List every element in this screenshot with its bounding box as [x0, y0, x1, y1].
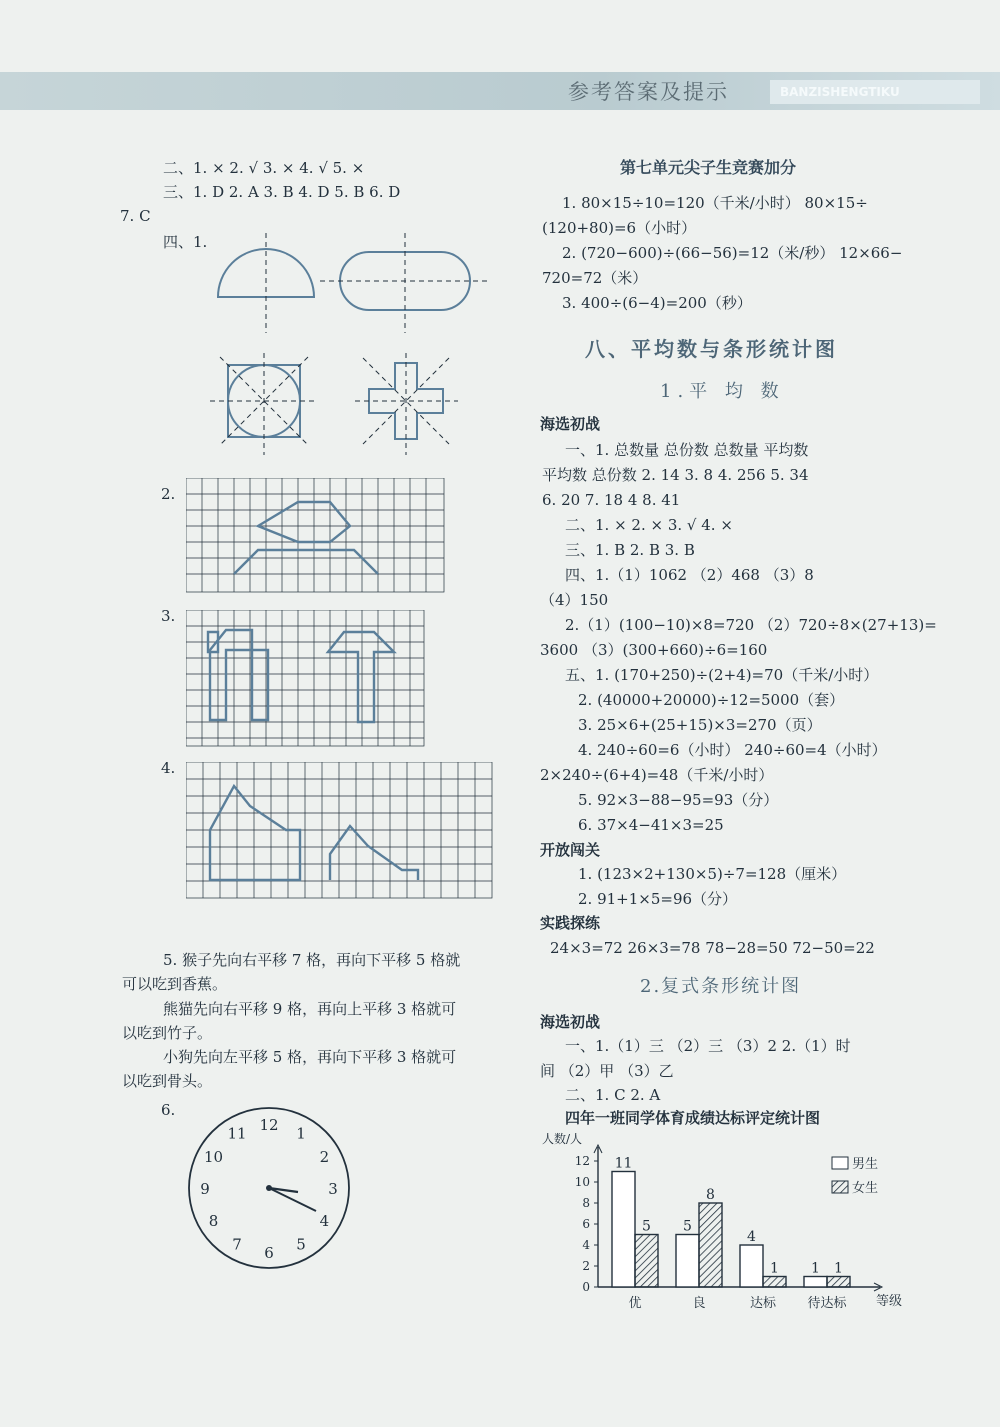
x-tick-label: 达标 — [749, 1296, 777, 1311]
clock-face — [186, 1105, 352, 1271]
bar-value-label: 5 — [642, 1218, 651, 1235]
answer-line: 1. 80×15÷10=120（千米/小时） 80×15÷ — [562, 194, 868, 212]
answer-paragraph-line: 熊猫先向右平移 9 格，再向上平移 3 格就可 — [163, 1000, 457, 1018]
grid-figure-2 — [186, 478, 446, 594]
x-axis-label: 等级 — [876, 1294, 903, 1309]
grid-figure-3 — [186, 610, 426, 748]
answer-line: 4. 240÷60=6（小时） 240÷60=4（小时） — [578, 741, 887, 759]
answer-line: 720=72（米） — [542, 269, 648, 287]
chart-title: 四年一班同学体育成绩达标评定统计图 — [565, 1109, 821, 1127]
y-tick-label: 0 — [582, 1280, 590, 1294]
bar-girls — [635, 1235, 658, 1288]
page-header-subtitle: BANZISHENGTIKU — [770, 80, 980, 104]
grid-figure-4 — [186, 762, 496, 900]
answer-line: 二、1. C 2. A — [565, 1086, 661, 1104]
bar-girls — [763, 1277, 786, 1288]
answer-paragraph-line: 以吃到竹子。 — [122, 1024, 213, 1042]
answer-line: 5. 92×3−88−95=93（分） — [578, 791, 779, 809]
legend-swatch — [832, 1181, 848, 1193]
answer-paragraph-line: 5. 猴子先向右平移 7 格，再向下平移 5 格就 — [163, 951, 461, 969]
question-number: 4. — [161, 759, 176, 777]
heading: 开放闯关 — [540, 841, 601, 859]
y-tick-label: 6 — [582, 1217, 590, 1231]
x-tick-label: 优 — [628, 1296, 642, 1311]
clock-number: 8 — [208, 1212, 219, 1230]
answer-line: 三、1. B 2. B 3. B — [565, 541, 695, 559]
lesson-title: 2.复式条形统计图 — [640, 976, 802, 997]
answer-line: 二、1. × 2. √ 3. × 4. √ 5. × — [163, 159, 365, 177]
bar-value-label: 1 — [770, 1260, 779, 1277]
heading: 海选初战 — [540, 415, 601, 433]
answer-line: (120+80)=6（小时） — [542, 219, 697, 237]
answer-paragraph-line: 可以吃到香蕉。 — [122, 975, 228, 993]
answer-line: 一、1.（1）三 （2）三 （3）2 2.（1）时 — [565, 1037, 851, 1055]
y-tick-label: 4 — [582, 1238, 590, 1252]
answer-line: 五、1. (170+250)÷(2+4)=70（千米/小时） — [565, 666, 879, 684]
bar-boys — [804, 1277, 827, 1288]
clock-number: 6 — [264, 1244, 274, 1262]
answer-line: 3. 25×6+(25+15)×3=270（页） — [578, 716, 822, 734]
answer-line: 2.（1）(100−10)×8=720 （2）720÷8×(27+13)= — [565, 616, 937, 634]
y-tick-label: 12 — [574, 1154, 590, 1168]
answer-line: 3. 400÷(6−4)=200（秒） — [562, 294, 752, 312]
clock-number: 4 — [319, 1212, 330, 1230]
y-axis-label: 人数/人 — [542, 1132, 583, 1146]
bar-value-label: 4 — [747, 1229, 756, 1245]
answer-line: 6. 20 7. 18 4 8. 41 — [542, 491, 681, 509]
answer-line: 二、1. × 2. × 3. √ 4. × — [565, 516, 733, 534]
answer-paragraph-line: 以吃到骨头。 — [122, 1072, 213, 1090]
answer-line: 2. 91+1×5=96（分） — [578, 890, 738, 908]
clock-number: 12 — [259, 1116, 279, 1134]
answer-line: 四、1. — [163, 233, 208, 251]
lesson-title: 1.平 均 数 — [660, 381, 785, 402]
bar-value-label: 11 — [614, 1155, 633, 1172]
clock-number: 7 — [232, 1235, 242, 1254]
answer-line: 四、1.（1）1062 （2）468 （3）8 — [565, 566, 814, 584]
chapter-title: 八、平均数与条形统计图 — [585, 337, 838, 361]
answer-line: 3600 （3）(300+660)÷6=160 — [540, 641, 768, 659]
answer-line: 7. C — [120, 207, 151, 225]
clock-number: 3 — [328, 1180, 338, 1198]
answer-line: 24×3=72 26×3=78 78−28=50 72−50=22 — [550, 939, 875, 957]
clock-number: 1 — [296, 1124, 306, 1143]
bar-boys — [612, 1172, 635, 1288]
bar-boys — [740, 1245, 763, 1287]
bar-boys — [676, 1235, 699, 1288]
grid-lines — [186, 478, 444, 592]
clock-number: 11 — [227, 1124, 247, 1143]
answer-line: 1. (123×2+130×5)÷7=128（厘米） — [578, 865, 847, 883]
y-tick-label: 8 — [582, 1196, 590, 1210]
clock-number: 5 — [296, 1235, 306, 1254]
x-tick-label: 待达标 — [807, 1296, 847, 1311]
clock-number: 2 — [319, 1148, 330, 1166]
answer-line: 2. (720−600)÷(66−56)=12（米/秒） 12×66− — [562, 244, 903, 262]
answer-line: 一、1. 总数量 总份数 总数量 平均数 — [565, 441, 809, 459]
legend-swatch — [832, 1157, 848, 1169]
symmetry-figures — [200, 225, 500, 465]
bar-value-label: 1 — [834, 1260, 843, 1277]
answer-line: 2. (40000+20000)÷12=5000（套） — [578, 691, 845, 709]
question-number: 2. — [161, 485, 176, 503]
heading: 海选初战 — [540, 1013, 601, 1031]
bar-girls — [827, 1277, 850, 1288]
x-tick-label: 良 — [692, 1296, 706, 1311]
answer-line: （4）150 — [540, 591, 609, 609]
question-number: 6. — [161, 1101, 176, 1119]
page-header-title: 参考答案及提示 — [568, 80, 729, 104]
answer-line: 6. 37×4−41×3=25 — [578, 816, 724, 834]
bar-girls — [699, 1203, 722, 1287]
clock-number: 10 — [204, 1148, 224, 1166]
bar-chart — [540, 1125, 920, 1315]
bar-value-label: 5 — [683, 1218, 692, 1235]
clock-number: 9 — [200, 1180, 210, 1198]
bar-value-label: 1 — [811, 1260, 820, 1277]
y-tick-label: 10 — [574, 1175, 590, 1189]
answer-line: 间 （2）甲 （3）乙 — [540, 1062, 674, 1080]
section-title: 第七单元尖子生竞赛加分 — [620, 158, 797, 177]
answer-line: 2×240÷(6+4)=48（千米/小时） — [540, 766, 774, 784]
y-tick-label: 2 — [582, 1259, 590, 1273]
answer-line: 平均数 总份数 2. 14 3. 8 4. 256 5. 34 — [542, 466, 809, 484]
answer-line: 三、1. D 2. A 3. B 4. D 5. B 6. D — [163, 183, 401, 201]
bar-value-label: 8 — [706, 1187, 715, 1203]
legend-label: 男生 — [852, 1157, 879, 1172]
question-number: 3. — [161, 607, 176, 625]
answer-paragraph-line: 小狗先向左平移 5 格，再向下平移 3 格就可 — [163, 1048, 457, 1066]
heading: 实践探练 — [540, 914, 601, 932]
legend-label: 女生 — [852, 1181, 879, 1196]
